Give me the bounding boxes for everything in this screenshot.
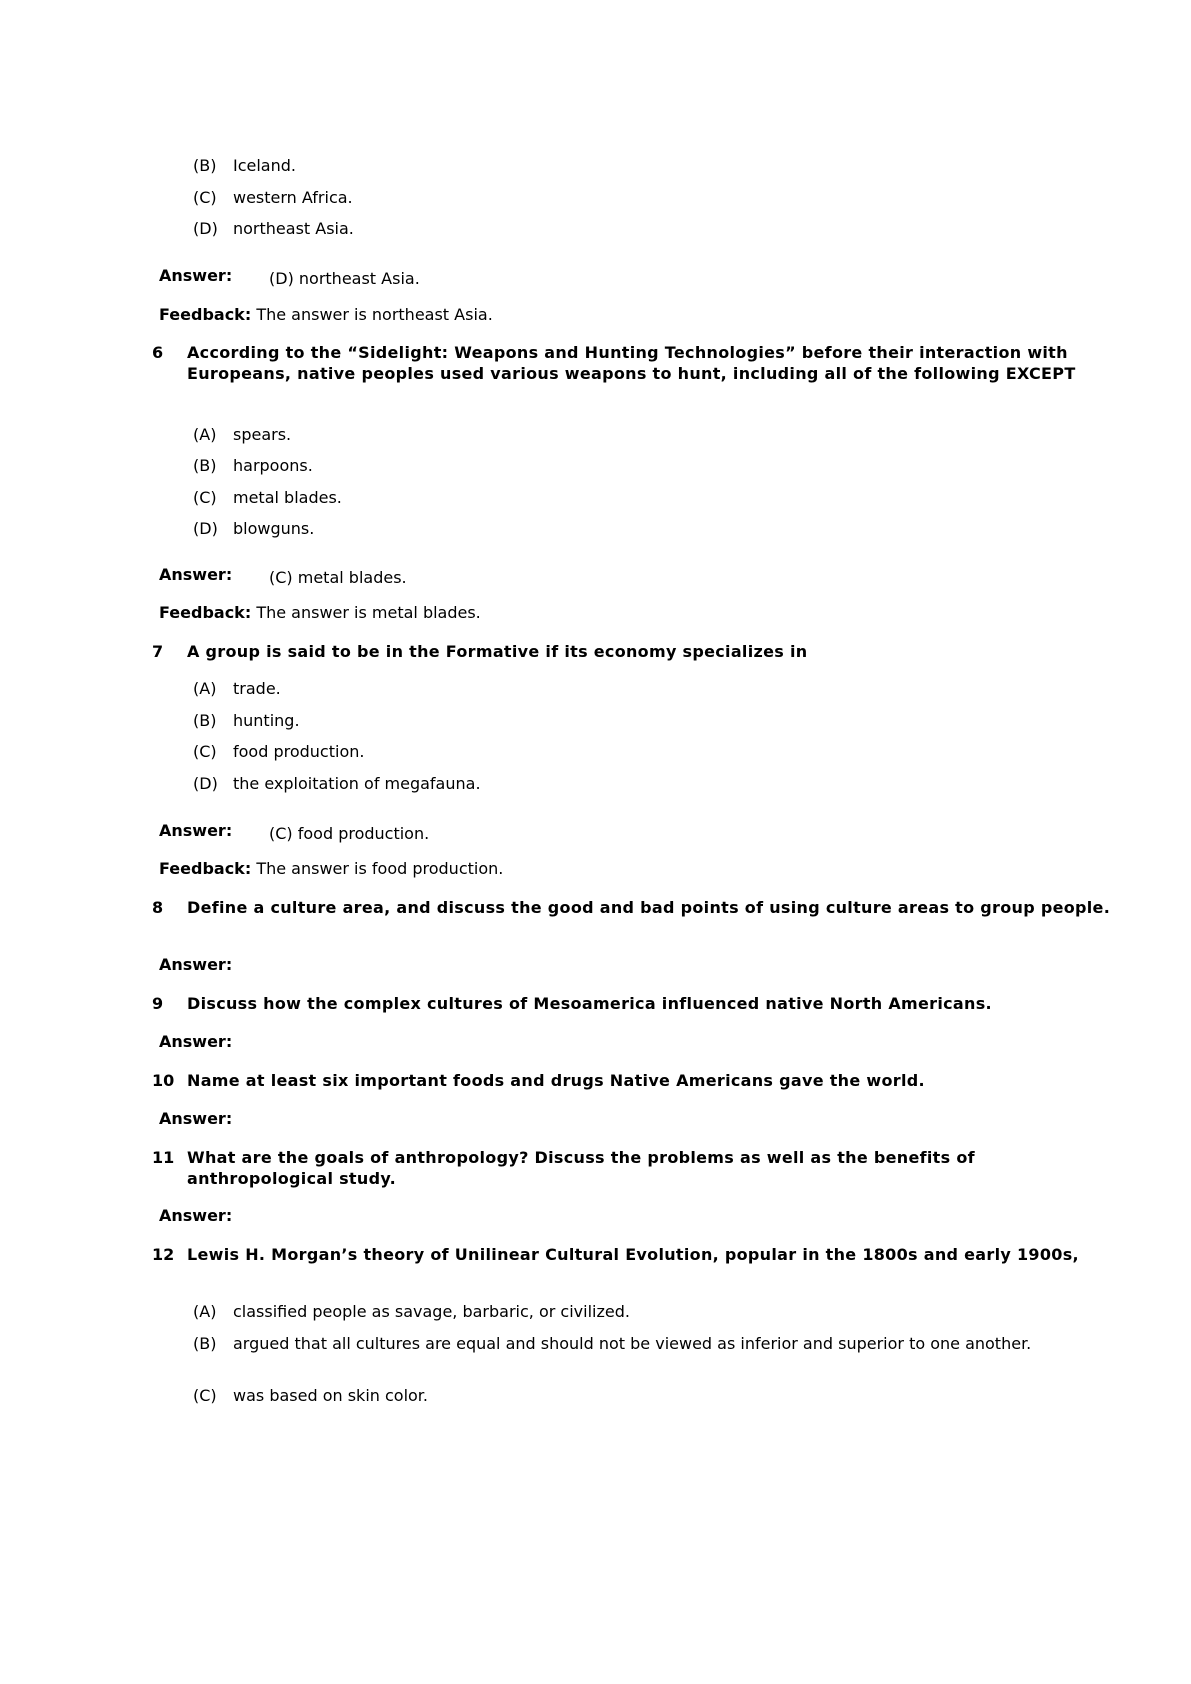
- feedback-text: The answer is northeast Asia.: [256, 305, 493, 324]
- answer-label: Answer:: [159, 955, 233, 974]
- q7-option-d: [193, 774, 1043, 794]
- question-text: According to the “Sidelight: Weapons and Hunting Technologies” before their interaction with Europeans, native peoples used various weapons to hunt, including all of the following EXCEPT: [187, 343, 1076, 383]
- answer-label: Answer:: [159, 821, 233, 840]
- option-text: argued that all cultures are equal and should not be viewed as inferior and superior to one another.: [233, 1334, 1032, 1353]
- feedback-text: The answer is food production.: [256, 859, 504, 878]
- question-number: 7: [152, 642, 164, 661]
- question-number: 12: [152, 1245, 175, 1264]
- question-number: 8: [152, 898, 164, 917]
- question-8: [152, 897, 1112, 918]
- answer-label: Answer:: [159, 1109, 233, 1128]
- option-letter: (A): [193, 679, 217, 698]
- answer-value: (D) northeast Asia.: [269, 269, 420, 288]
- q6-feedback: [159, 603, 481, 623]
- feedback-label: Feedback:: [159, 305, 252, 324]
- q5-option-d: [193, 219, 1043, 239]
- question-number: 9: [152, 994, 164, 1013]
- answer-label: Answer:: [159, 1032, 233, 1051]
- option-letter: (D): [193, 774, 218, 793]
- option-letter: (B): [193, 156, 217, 175]
- question-10: [152, 1070, 1112, 1091]
- answer-label: Answer:: [159, 266, 233, 285]
- option-text: harpoons.: [233, 456, 313, 475]
- option-text: blowguns.: [233, 519, 315, 538]
- q7-option-a: [193, 679, 1043, 699]
- question-text: Define a culture area, and discuss the good and bad points of using culture areas to group people.: [187, 898, 1111, 917]
- question-6: [152, 342, 1112, 384]
- q6-option-b: [193, 456, 1043, 476]
- option-text: was based on skin color.: [233, 1386, 428, 1405]
- question-12: [152, 1244, 1112, 1265]
- q6-option-c: [193, 488, 1043, 508]
- q9-answer: [159, 1032, 232, 1052]
- question-11: [152, 1147, 1112, 1189]
- q8-answer: [159, 955, 232, 975]
- q5-option-c: [193, 188, 1043, 208]
- option-letter: (C): [193, 488, 217, 507]
- q7-feedback: [159, 859, 503, 879]
- question-text: Discuss how the complex cultures of Mesoamerica influenced native North Americans.: [187, 994, 992, 1013]
- question-number: 6: [152, 343, 164, 362]
- answer-label: Answer:: [159, 1206, 233, 1225]
- option-letter: (A): [193, 1302, 217, 1321]
- option-letter: (B): [193, 711, 217, 730]
- question-7: [152, 641, 1112, 662]
- answer-value: (C) metal blades.: [269, 568, 407, 587]
- option-text: classified people as savage, barbaric, or civilized.: [233, 1302, 630, 1321]
- answer-label: Answer:: [159, 565, 233, 584]
- q12-option-b: [193, 1334, 1043, 1354]
- q6-answer: [159, 565, 407, 587]
- question-number: 11: [152, 1148, 175, 1167]
- q10-answer: [159, 1109, 232, 1129]
- q5-answer: [159, 266, 420, 288]
- q7-option-b: [193, 711, 1043, 731]
- q12-option-c: [193, 1386, 1043, 1406]
- question-text: Lewis H. Morgan’s theory of Unilinear Cultural Evolution, popular in the 1800s and early 1900s,: [187, 1245, 1079, 1264]
- option-letter: (C): [193, 742, 217, 761]
- question-number: 10: [152, 1071, 175, 1090]
- feedback-label: Feedback:: [159, 603, 252, 622]
- option-letter: (D): [193, 519, 218, 538]
- q11-answer: [159, 1206, 232, 1226]
- option-letter: (D): [193, 219, 218, 238]
- q7-option-c: [193, 742, 1043, 762]
- q5-option-b: [193, 156, 1043, 176]
- option-text: trade.: [233, 679, 281, 698]
- q5-feedback: [159, 305, 493, 325]
- option-letter: (C): [193, 1386, 217, 1405]
- option-letter: (A): [193, 425, 217, 444]
- option-text: food production.: [233, 742, 365, 761]
- option-text: western Africa.: [233, 188, 353, 207]
- question-text: A group is said to be in the Formative if its economy specializes in: [187, 642, 808, 661]
- question-9: [152, 993, 1112, 1014]
- question-text: What are the goals of anthropology? Discuss the problems as well as the benefits of anthropological study.: [187, 1148, 975, 1188]
- option-text: hunting.: [233, 711, 300, 730]
- option-text: metal blades.: [233, 488, 342, 507]
- option-text: the exploitation of megafauna.: [233, 774, 481, 793]
- q7-answer: [159, 821, 430, 843]
- option-text: spears.: [233, 425, 292, 444]
- q12-option-a: [193, 1302, 1043, 1322]
- option-letter: (C): [193, 188, 217, 207]
- q6-option-d: [193, 519, 1043, 539]
- feedback-label: Feedback:: [159, 859, 252, 878]
- option-text: northeast Asia.: [233, 219, 354, 238]
- answer-value: (C) food production.: [269, 824, 430, 843]
- feedback-text: The answer is metal blades.: [256, 603, 481, 622]
- option-letter: (B): [193, 1334, 217, 1353]
- question-text: Name at least six important foods and drugs Native Americans gave the world.: [187, 1071, 925, 1090]
- option-text: Iceland.: [233, 156, 296, 175]
- q6-option-a: [193, 425, 1043, 445]
- option-letter: (B): [193, 456, 217, 475]
